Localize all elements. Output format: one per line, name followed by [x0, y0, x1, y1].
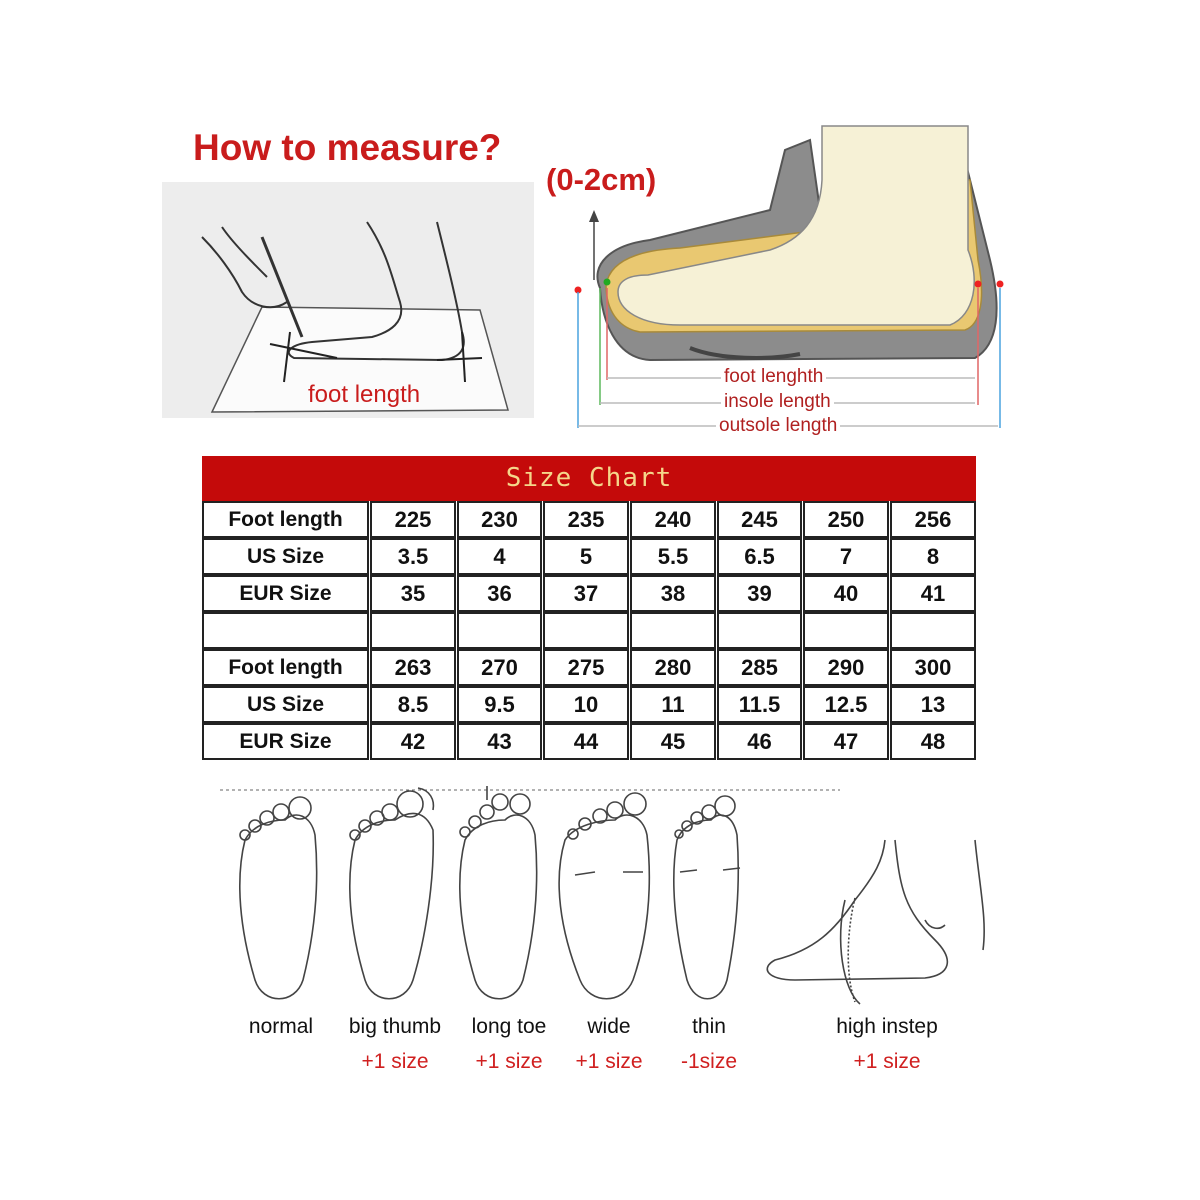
size-chart-cell: 41 — [890, 575, 976, 612]
size-chart-cell: 6.5 — [717, 538, 802, 575]
size-chart-cell: 230 — [457, 501, 542, 538]
size-chart-row-label: US Size — [202, 686, 369, 723]
size-chart-cell: 43 — [457, 723, 542, 760]
size-chart-cell: 10 — [543, 686, 629, 723]
size-chart-cell: 37 — [543, 575, 629, 612]
foot-type-name: wide — [587, 1015, 631, 1038]
size-chart-cell: 46 — [717, 723, 802, 760]
size-chart-cell: 275 — [543, 649, 629, 686]
size-chart-cell: 12.5 — [803, 686, 889, 723]
foot-type-size-adjust: +1 size — [853, 1050, 921, 1073]
size-chart-cell: 250 — [803, 501, 889, 538]
size-chart-row — [202, 612, 976, 649]
foot-type-name: big thumb — [348, 1015, 442, 1038]
foot-length-label: foot length — [308, 381, 421, 408]
size-chart-cell: 256 — [890, 501, 976, 538]
size-chart-row-label: EUR Size — [202, 575, 369, 612]
size-chart-cell: 8 — [890, 538, 976, 575]
size-chart-cell: 11.5 — [717, 686, 802, 723]
size-chart-cell: 35 — [370, 575, 456, 612]
size-chart-row — [202, 575, 976, 612]
foot-type-name: thin — [692, 1015, 726, 1038]
size-chart-cell: 290 — [803, 649, 889, 686]
size-chart-cell — [630, 612, 716, 649]
size-chart-row-label: US Size — [202, 538, 369, 575]
size-chart-cell — [457, 612, 542, 649]
foot-type-size-adjust: +1 size — [361, 1050, 429, 1073]
insole-length-dimension: insole length — [721, 391, 834, 413]
size-chart-cell: 235 — [543, 501, 629, 538]
size-chart-cell: 285 — [717, 649, 802, 686]
size-chart-row-label: EUR Size — [202, 723, 369, 760]
size-chart-cell: 39 — [717, 575, 802, 612]
size-chart-cell: 7 — [803, 538, 889, 575]
size-chart-cell: 300 — [890, 649, 976, 686]
size-chart-row-label — [202, 612, 369, 649]
size-chart-cell: 13 — [890, 686, 976, 723]
foot-type-name: normal — [248, 1015, 314, 1038]
size-chart-cell: 44 — [543, 723, 629, 760]
size-chart-cell: 36 — [457, 575, 542, 612]
page-title: How to measure? — [193, 127, 502, 168]
size-chart-cell: 5 — [543, 538, 629, 575]
foot-length-dimension: foot lenghth — [721, 366, 826, 388]
size-chart-cell: 280 — [630, 649, 716, 686]
foot-type-size-adjust: +1 size — [575, 1050, 643, 1073]
size-chart-header — [202, 456, 976, 501]
foot-type-size-adjust: -1size — [680, 1050, 738, 1073]
size-chart-cell: 9.5 — [457, 686, 542, 723]
size-chart-row — [202, 538, 976, 575]
foot-types-drawing — [215, 780, 1015, 1020]
size-chart-row-label: Foot length — [202, 649, 369, 686]
size-chart-cell: 47 — [803, 723, 889, 760]
size-chart-cell — [717, 612, 802, 649]
size-chart-row — [202, 723, 976, 760]
size-chart-cell: 225 — [370, 501, 456, 538]
size-chart-cell: 48 — [890, 723, 976, 760]
size-chart-cell: 42 — [370, 723, 456, 760]
size-chart-row-label: Foot length — [202, 501, 369, 538]
size-chart-cell — [890, 612, 976, 649]
size-chart-cell: 240 — [630, 501, 716, 538]
size-chart-cell — [803, 612, 889, 649]
size-chart-cell: 40 — [803, 575, 889, 612]
foot-type-size-adjust: +1 size — [475, 1050, 543, 1073]
size-chart-cell: 245 — [717, 501, 802, 538]
size-chart-cell — [370, 612, 456, 649]
foot-type-name: high instep — [836, 1015, 938, 1038]
size-chart-cell: 11 — [630, 686, 716, 723]
size-chart-row — [202, 649, 976, 686]
outsole-length-dimension: outsole length — [716, 415, 840, 437]
size-chart-cell: 45 — [630, 723, 716, 760]
size-chart-cell: 4 — [457, 538, 542, 575]
foot-type-name: long toe — [471, 1015, 547, 1038]
size-chart-cell: 5.5 — [630, 538, 716, 575]
size-chart-cell: 3.5 — [370, 538, 456, 575]
size-chart-cell — [543, 612, 629, 649]
size-chart-cell: 270 — [457, 649, 542, 686]
size-chart-row — [202, 686, 976, 723]
size-chart-cell: 38 — [630, 575, 716, 612]
size-chart-cell: 8.5 — [370, 686, 456, 723]
tolerance-label: (0-2cm) — [546, 162, 657, 197]
size-chart-cell: 263 — [370, 649, 456, 686]
size-chart-title: Size Chart — [505, 463, 673, 493]
size-chart-row — [202, 501, 976, 538]
